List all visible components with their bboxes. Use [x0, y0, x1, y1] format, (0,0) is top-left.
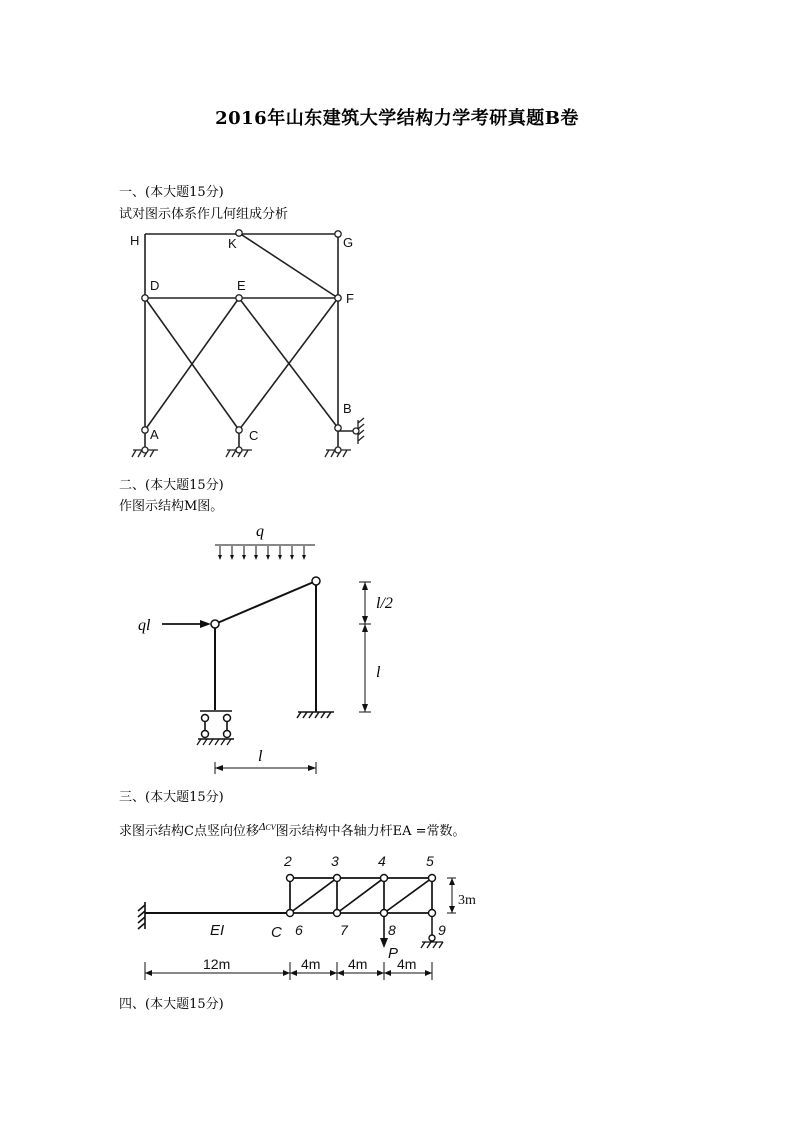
label-K: K: [228, 236, 237, 251]
dim-height-label: 3m: [458, 893, 476, 908]
q1-prompt: 试对图示体系作几何组成分析: [119, 207, 289, 222]
hinge-K: [236, 230, 242, 236]
load-q-label: q: [256, 523, 264, 540]
dim-4m-label-2: 4m: [348, 956, 368, 972]
hinge-D: [142, 295, 148, 301]
EI-label: EI: [210, 922, 225, 939]
support-hinge-C: [236, 447, 242, 453]
node-7-label: 7: [340, 922, 348, 938]
node-3-label: 3: [331, 853, 339, 869]
support-hinge-B: [335, 447, 341, 453]
q3-prompt-after: 图示结构中各轴力杆EA =常数。: [275, 824, 466, 839]
q4-header: 四、(本大题15分): [119, 997, 224, 1012]
delta-subscript: CV: [265, 823, 276, 832]
q2-prompt: 作图示结构M图。: [119, 499, 224, 514]
q3-header: 三、(本大题15分): [119, 790, 224, 805]
dim-span-label: l: [258, 748, 263, 765]
q3-prompt: [119, 820, 466, 839]
node-2-label: 2: [284, 853, 292, 869]
hinge-G: [335, 231, 341, 237]
label-B: B: [343, 401, 352, 416]
delta-symbol: Δ: [258, 821, 266, 833]
load-ql-label: ql: [138, 617, 151, 634]
page-title: 2016年山东建筑大学结构力学考研真题B卷: [215, 108, 579, 129]
label-D: D: [150, 278, 160, 293]
label-G: G: [343, 235, 354, 250]
support-hinge-B-side: [353, 428, 359, 434]
P-label: P: [388, 945, 399, 962]
q1-header: 一、(本大题15分): [119, 185, 224, 200]
node-6-label: 6: [295, 922, 303, 938]
hinge-E: [236, 295, 242, 301]
node-9-label: 9: [438, 922, 446, 938]
q2-header: 二、(本大题15分): [119, 478, 224, 493]
hinge-A: [142, 427, 148, 433]
C-label: C: [271, 924, 282, 941]
hinge-B: [335, 425, 341, 431]
label-F: F: [346, 291, 354, 306]
hinge-F: [335, 295, 341, 301]
member-KF: [239, 233, 338, 298]
label-A: A: [150, 427, 159, 442]
dim-4m-label-3: 4m: [397, 956, 417, 972]
dim-l-label: l: [376, 664, 381, 681]
q3-prompt-before: 求图示结构C点竖向位移: [119, 824, 259, 839]
node-5-label: 5: [426, 853, 434, 869]
dim-half-label: l/2: [376, 595, 393, 612]
label-C: C: [249, 428, 259, 443]
node-8-label: 8: [388, 922, 396, 938]
label-H: H: [130, 233, 140, 248]
dim-12m-label: 12m: [203, 956, 231, 972]
label-E: E: [237, 278, 246, 293]
dim-4m-label-1: 4m: [301, 956, 321, 972]
support-hinge-A: [142, 447, 148, 453]
node-4-label: 4: [378, 853, 386, 869]
hinge-C: [236, 427, 242, 433]
